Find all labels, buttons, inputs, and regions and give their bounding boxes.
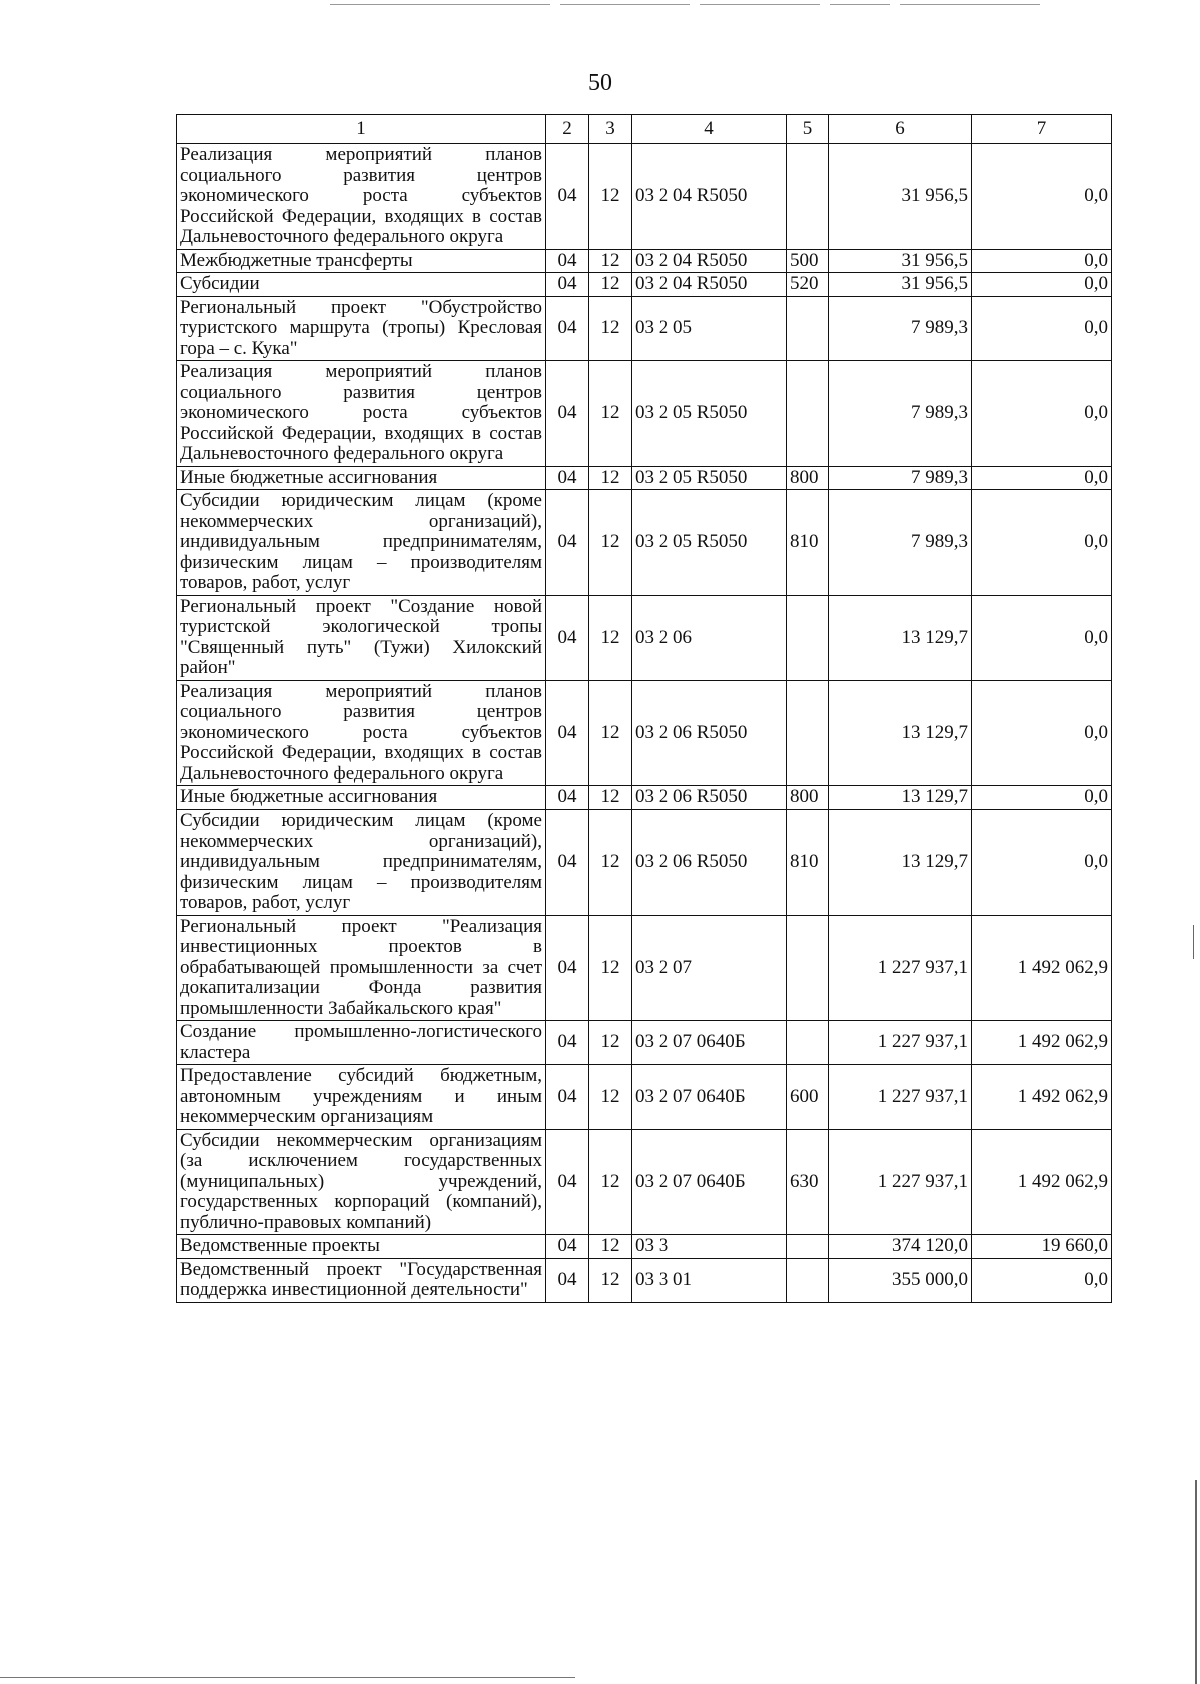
section-code-cell: 04 — [546, 1258, 589, 1302]
subsection-code-cell: 12 — [589, 680, 632, 786]
budget-table — [176, 114, 1112, 1303]
expense-type-cell: 800 — [787, 786, 829, 810]
amount-year1-cell: 31 956,5 — [829, 144, 972, 250]
subsection-code-cell: 12 — [589, 1258, 632, 1302]
target-item-code-cell: 03 2 07 0640Б — [632, 1065, 787, 1130]
table-row — [177, 915, 1112, 1021]
section-code-cell: 04 — [546, 249, 589, 273]
target-item-code-cell: 03 2 05 R5050 — [632, 466, 787, 490]
amount-year1-cell: 13 129,7 — [829, 786, 972, 810]
target-item-code-cell: 03 2 07 0640Б — [632, 1021, 787, 1065]
amount-year1-cell: 1 227 937,1 — [829, 1129, 972, 1235]
table-row — [177, 1258, 1112, 1302]
target-item-code-cell: 03 3 01 — [632, 1258, 787, 1302]
target-item-code-cell: 03 2 07 — [632, 915, 787, 1021]
row-name-cell: Межбюджетные трансферты — [177, 249, 546, 273]
target-item-code-cell: 03 2 06 — [632, 595, 787, 680]
expense-type-cell: 630 — [787, 1129, 829, 1235]
row-name-cell: Субсидии — [177, 273, 546, 297]
amount-year2-cell: 0,0 — [972, 595, 1112, 680]
row-name-cell: Реализация мероприятий планов социального развития центров экономического роста субъектов Российской Федерации, входящих в состав Дальневосточного федерального округа — [177, 361, 546, 467]
column-header: 2 — [546, 115, 589, 144]
amount-year2-cell: 0,0 — [972, 490, 1112, 596]
table-row — [177, 786, 1112, 810]
section-code-cell: 04 — [546, 361, 589, 467]
column-header: 7 — [972, 115, 1112, 144]
page-number: 50 — [588, 70, 612, 96]
row-name-cell: Ведомственный проект "Государственная поддержка инвестиционной деятельности" — [177, 1258, 546, 1302]
amount-year1-cell: 1 227 937,1 — [829, 1065, 972, 1130]
row-name-cell: Реализация мероприятий планов социального развития центров экономического роста субъектов Российской Федерации, входящих в состав Дальневосточного федерального округа — [177, 144, 546, 250]
column-header: 3 — [589, 115, 632, 144]
amount-year1-cell: 7 989,3 — [829, 490, 972, 596]
subsection-code-cell: 12 — [589, 296, 632, 361]
table-header-row — [177, 115, 1112, 144]
amount-year2-cell: 1 492 062,9 — [972, 915, 1112, 1021]
column-header: 6 — [829, 115, 972, 144]
amount-year1-cell: 355 000,0 — [829, 1258, 972, 1302]
expense-type-cell — [787, 1021, 829, 1065]
section-code-cell: 04 — [546, 490, 589, 596]
subsection-code-cell: 12 — [589, 249, 632, 273]
section-code-cell: 04 — [546, 915, 589, 1021]
amount-year2-cell: 0,0 — [972, 786, 1112, 810]
amount-year1-cell: 31 956,5 — [829, 273, 972, 297]
section-code-cell: 04 — [546, 1021, 589, 1065]
subsection-code-cell: 12 — [589, 1235, 632, 1259]
table-row — [177, 490, 1112, 596]
amount-year1-cell: 31 956,5 — [829, 249, 972, 273]
amount-year2-cell: 0,0 — [972, 361, 1112, 467]
section-code-cell: 04 — [546, 680, 589, 786]
row-name-cell: Реализация мероприятий планов социального развития центров экономического роста субъектов Российской Федерации, входящих в состав Дальневосточного федерального округа — [177, 680, 546, 786]
row-name-cell: Региональный проект "Реализация инвестиционных проектов в обрабатывающей промышленности за счет докапитализации Фонда развития промышленности Забайкальского края" — [177, 915, 546, 1021]
row-name-cell: Региональный проект "Создание новой туристской экологической тропы "Священный путь" (Тужи) Хилокский район" — [177, 595, 546, 680]
table-row — [177, 809, 1112, 915]
section-code-cell: 04 — [546, 144, 589, 250]
amount-year2-cell: 0,0 — [972, 809, 1112, 915]
amount-year1-cell: 13 129,7 — [829, 809, 972, 915]
table-row — [177, 1235, 1112, 1259]
section-code-cell: 04 — [546, 809, 589, 915]
target-item-code-cell: 03 2 05 — [632, 296, 787, 361]
expense-type-cell — [787, 296, 829, 361]
expense-type-cell — [787, 595, 829, 680]
row-name-cell: Создание промышленно-логистического кластера — [177, 1021, 546, 1065]
amount-year1-cell: 13 129,7 — [829, 680, 972, 786]
expense-type-cell — [787, 144, 829, 250]
subsection-code-cell: 12 — [589, 1021, 632, 1065]
amount-year1-cell: 374 120,0 — [829, 1235, 972, 1259]
amount-year2-cell: 0,0 — [972, 680, 1112, 786]
target-item-code-cell: 03 2 05 R5050 — [632, 361, 787, 467]
expense-type-cell: 810 — [787, 809, 829, 915]
amount-year2-cell: 0,0 — [972, 249, 1112, 273]
section-code-cell: 04 — [546, 1129, 589, 1235]
amount-year1-cell: 7 989,3 — [829, 466, 972, 490]
table-row — [177, 249, 1112, 273]
amount-year2-cell: 0,0 — [972, 466, 1112, 490]
target-item-code-cell: 03 2 04 R5050 — [632, 249, 787, 273]
scan-artifact-right-edge — [1195, 1480, 1197, 1684]
amount-year2-cell: 0,0 — [972, 273, 1112, 297]
amount-year2-cell: 1 492 062,9 — [972, 1021, 1112, 1065]
target-item-code-cell: 03 2 06 R5050 — [632, 786, 787, 810]
subsection-code-cell: 12 — [589, 144, 632, 250]
column-header: 5 — [787, 115, 829, 144]
table-row — [177, 273, 1112, 297]
row-name-cell: Предоставление субсидий бюджетным, автономным учреждениям и иным некоммерческим организациям — [177, 1065, 546, 1130]
subsection-code-cell: 12 — [589, 786, 632, 810]
amount-year2-cell: 1 492 062,9 — [972, 1129, 1112, 1235]
subsection-code-cell: 12 — [589, 490, 632, 596]
table-row — [177, 595, 1112, 680]
expense-type-cell: 520 — [787, 273, 829, 297]
subsection-code-cell: 12 — [589, 361, 632, 467]
expense-type-cell: 600 — [787, 1065, 829, 1130]
section-code-cell: 04 — [546, 466, 589, 490]
table-row — [177, 1129, 1112, 1235]
row-name-cell: Субсидии юридическим лицам (кроме некоммерческих организаций), индивидуальным предпринимателям, физическим лицам – производителям товаров, работ, услуг — [177, 809, 546, 915]
column-header: 4 — [632, 115, 787, 144]
subsection-code-cell: 12 — [589, 809, 632, 915]
amount-year1-cell: 7 989,3 — [829, 361, 972, 467]
subsection-code-cell: 12 — [589, 595, 632, 680]
amount-year2-cell: 0,0 — [972, 144, 1112, 250]
amount-year1-cell: 1 227 937,1 — [829, 1021, 972, 1065]
section-code-cell: 04 — [546, 1065, 589, 1130]
expense-type-cell — [787, 361, 829, 467]
subsection-code-cell: 12 — [589, 1065, 632, 1130]
subsection-code-cell: 12 — [589, 915, 632, 1021]
scan-artifact-right-mark — [1193, 925, 1194, 959]
table-row — [177, 296, 1112, 361]
table-row — [177, 361, 1112, 467]
target-item-code-cell: 03 2 06 R5050 — [632, 680, 787, 786]
column-header: 1 — [177, 115, 546, 144]
row-name-cell: Ведомственные проекты — [177, 1235, 546, 1259]
section-code-cell: 04 — [546, 786, 589, 810]
row-name-cell: Иные бюджетные ассигнования — [177, 786, 546, 810]
section-code-cell: 04 — [546, 1235, 589, 1259]
row-name-cell: Региональный проект "Обустройство туристского маршрута (тропы) Кресловая гора – с. Кука" — [177, 296, 546, 361]
table-row — [177, 466, 1112, 490]
expense-type-cell: 810 — [787, 490, 829, 596]
table-row — [177, 144, 1112, 250]
row-name-cell: Иные бюджетные ассигнования — [177, 466, 546, 490]
section-code-cell: 04 — [546, 595, 589, 680]
target-item-code-cell: 03 2 07 0640Б — [632, 1129, 787, 1235]
amount-year2-cell: 1 492 062,9 — [972, 1065, 1112, 1130]
scan-artifact-bottom — [0, 1677, 575, 1678]
target-item-code-cell: 03 2 04 R5050 — [632, 273, 787, 297]
amount-year1-cell: 13 129,7 — [829, 595, 972, 680]
subsection-code-cell: 12 — [589, 273, 632, 297]
target-item-code-cell: 03 2 05 R5050 — [632, 490, 787, 596]
amount-year2-cell: 19 660,0 — [972, 1235, 1112, 1259]
table-row — [177, 1021, 1112, 1065]
section-code-cell: 04 — [546, 296, 589, 361]
expense-type-cell: 800 — [787, 466, 829, 490]
expense-type-cell — [787, 1258, 829, 1302]
target-item-code-cell: 03 2 06 R5050 — [632, 809, 787, 915]
scan-artifact-top — [0, 0, 1200, 10]
section-code-cell: 04 — [546, 273, 589, 297]
expense-type-cell: 500 — [787, 249, 829, 273]
expense-type-cell — [787, 915, 829, 1021]
expense-type-cell — [787, 680, 829, 786]
target-item-code-cell: 03 2 04 R5050 — [632, 144, 787, 250]
amount-year2-cell: 0,0 — [972, 296, 1112, 361]
amount-year1-cell: 7 989,3 — [829, 296, 972, 361]
amount-year1-cell: 1 227 937,1 — [829, 915, 972, 1021]
table-row — [177, 1065, 1112, 1130]
table-row — [177, 680, 1112, 786]
target-item-code-cell: 03 3 — [632, 1235, 787, 1259]
expense-type-cell — [787, 1235, 829, 1259]
amount-year2-cell: 0,0 — [972, 1258, 1112, 1302]
row-name-cell: Субсидии юридическим лицам (кроме некоммерческих организаций), индивидуальным предпринимателям, физическим лицам – производителям товаров, работ, услуг — [177, 490, 546, 596]
subsection-code-cell: 12 — [589, 466, 632, 490]
subsection-code-cell: 12 — [589, 1129, 632, 1235]
row-name-cell: Субсидии некоммерческим организациям (за исключением государственных (муниципальных) учреждений, государственных корпораций (компаний), публично-правовых компаний) — [177, 1129, 546, 1235]
